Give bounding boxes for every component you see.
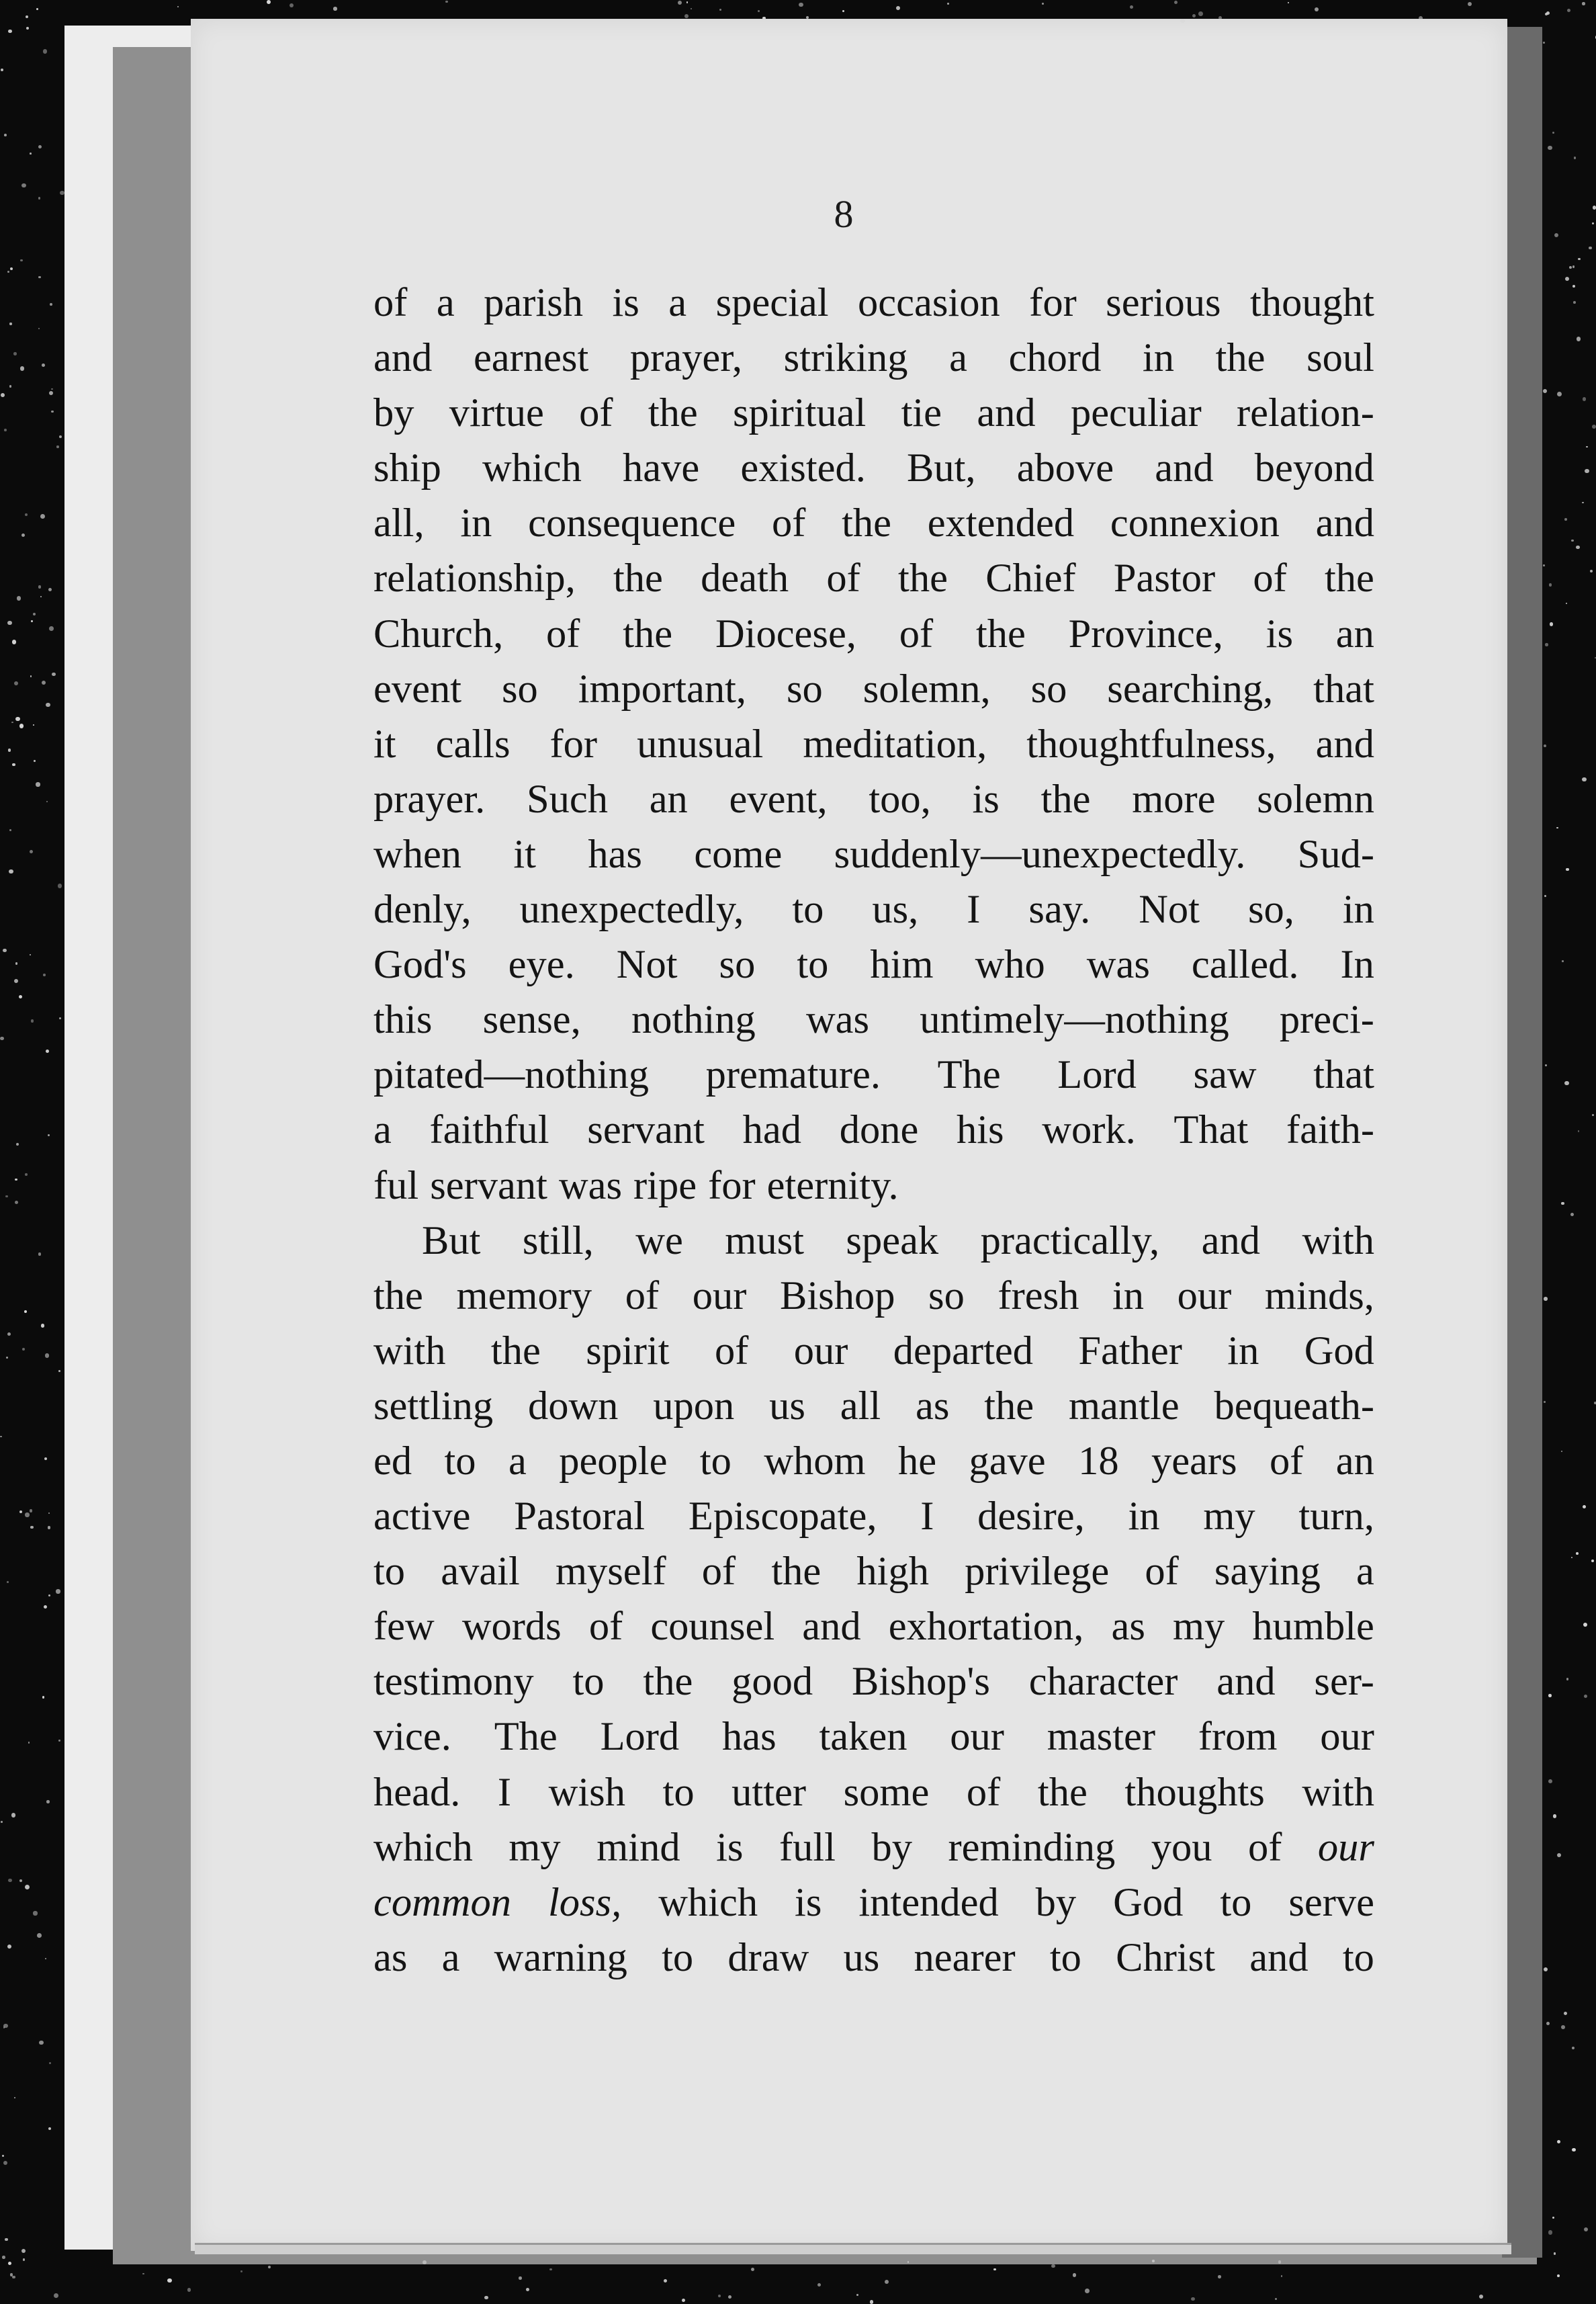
text-line: prayer. Such an event, too, is the more solemn (373, 776, 1374, 822)
text-line: which my mind is full by reminding you of our (373, 1824, 1374, 1870)
text-line: relationship, the death of the Chief Pastor of the (373, 556, 1374, 601)
text-line: settling down upon us all as the mantle bequeath- (373, 1383, 1374, 1428)
page-number: 8 (834, 192, 854, 236)
text-line: it calls for unusual meditation, thoughtfulness, and (373, 721, 1374, 767)
text-line: common loss, which is intended by God to serve (373, 1879, 1374, 1925)
text-line: of a parish is a special occasion for serious thought (373, 280, 1374, 325)
text-line: the memory of our Bishop so fresh in our minds, (373, 1273, 1374, 1318)
text-line: vice. The Lord has taken our master from our (373, 1714, 1374, 1760)
text-line: and earnest prayer, striking a chord in the soul (373, 335, 1374, 381)
text-line: denly, unexpectedly, to us, I say. Not so, in (373, 887, 1374, 933)
page-bottom-edge (195, 2243, 1511, 2254)
text-line: pitated—nothing premature. The Lord saw that (373, 1052, 1374, 1098)
text-line: to avail myself of the high privilege of saying a (373, 1549, 1374, 1594)
book-cover-edge (1502, 27, 1542, 2258)
text-line: a faithful servant had done his work. That faith- (373, 1107, 1374, 1153)
text-line: testimony to the good Bishop's character and ser- (373, 1659, 1374, 1705)
text-line: all, in consequence of the extended connexion and (373, 501, 1374, 546)
text-line: But still, we must speak practically, and with (422, 1218, 1374, 1263)
text-line: active Pastoral Episcopate, I desire, in my turn, (373, 1494, 1374, 1539)
text-line: ful servant was ripe for eternity. (373, 1162, 899, 1208)
text-line: few words of counsel and exhortation, as my humble (373, 1604, 1374, 1650)
text-line: when it has come suddenly—unexpectedly. Sud- (373, 831, 1374, 877)
text-line: event so important, so solemn, so searching, that (373, 666, 1374, 712)
text-line: as a warning to draw us nearer to Christ and to (373, 1934, 1374, 1980)
text-line: by virtue of the spiritual tie and peculiar relation- (373, 390, 1374, 436)
text-line: head. I wish to utter some of the thoughts with (373, 1769, 1374, 1815)
text-line: ed to a people to whom he gave 18 years of an (373, 1438, 1374, 1484)
text-line: God's eye. Not so to him who was called. In (373, 942, 1374, 988)
text-line: with the spirit of our departed Father in God (373, 1328, 1374, 1373)
body-text (373, 275, 1374, 1986)
text-line: this sense, nothing was untimely—nothing preci- (373, 997, 1374, 1043)
text-line: Church, of the Diocese, of the Province, is an (373, 611, 1374, 656)
text-line: ship which have existed. But, above and beyond (373, 445, 1374, 491)
